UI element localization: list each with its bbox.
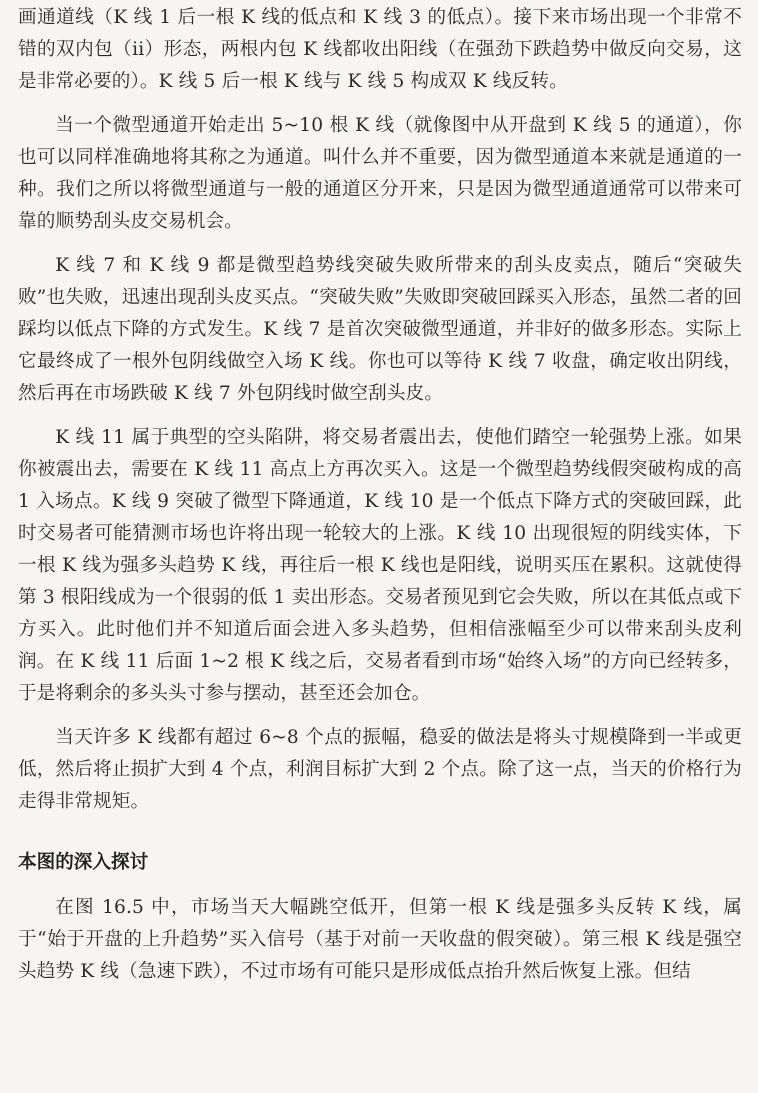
section-paragraph: 在图 16.5 中，市场当天大幅跳空低开，但第一根 K 线是强多头反转 K 线，属于“始于开盘的上升趋势”买入信号（基于对前一天收盘的假突破）。第三根 K 线是强空头趋势 K 线（急速下跌），不过市场有可能只是形成低点抬升然后恢复上涨。但结 xyxy=(18,897,742,982)
paragraph-bar-11: K 线 11 属于典型的空头陷阱，将交易者震出去，使他们踏空一轮强势上涨。如果你被震出去，需要在 K 线 11 高点上方再次买入。这是一个微型趋势线假突破构成的高 1 入场点。K 线 9 突破了微型下降通道，K 线 10 是一个低点下降方式的突破回踩，此时交易者可能猜测市场也许将出现一轮较大的上涨。K 线 10 出现很短的阴线实体，下一根 K 线为强多头趋势 K 线，再往后一根 K 线也是阳线，说明买压在累积。这就使得第 3 根阳线成为一个很弱的低 1 卖出形态。交易者预见到它会失败，所以在其低点或下方买入。此时他们并不知道后面会进入多头趋势，但相信涨幅至少可以带来刮头皮利润。在 K 线 11 后面 1~2 根 K 线之后，交易者看到市场“始终入场”的方向已经转多，于是将剩余的多头头寸参与摆动，甚至还会加仓。 xyxy=(18,427,742,704)
paragraph-bars-7-9: K 线 7 和 K 线 9 都是微型趋势线突破失败所带来的刮头皮卖点，随后“突破失败”也失败，迅速出现刮头皮买点。“突破失败”失败即突破回踩买入形态，虽然二者的回踩均以低点下降的方式发生。K 线 7 是首次突破微型通道，并非好的做多形态。实际上它最终成了一根外包阴线做空入场 K 线。你也可以等待 K 线 7 收盘，确定收出阴线，然后再在市场跌破 K 线 7 外包阴线时做空刮头皮。 xyxy=(18,255,742,404)
paragraph-micro-channel: 当一个微型通道开始走出 5~10 根 K 线（就像图中从开盘到 K 线 5 的通道），你也可以同样准确地将其称之为通道。叫什么并不重要，因为微型通道本来就是通道的一种。我们之所以将微型通道与一般的通道区分开来，只是因为微型通道通常可以带来可靠的顺势刮头皮交易机会。 xyxy=(18,115,742,232)
section-heading: 本图的深入探讨 xyxy=(18,852,149,873)
paragraph-continuation: 画通道线（K 线 1 后一根 K 线的低点和 K 线 3 的低点）。接下来市场出现一个非常不错的双内包（ii）形态，两根内包 K 线都收出阳线（在强劲下跌趋势中做反向交易，这是非常必要的）。K 线 5 后一根 K 线与 K 线 5 构成双 K 线反转。 xyxy=(18,7,742,92)
paragraph-position-size: 当天许多 K 线都有超过 6~8 个点的振幅，稳妥的做法是将头寸规模降到一半或更低，然后将止损扩大到 4 个点，利润目标扩大到 2 个点。除了这一点，当天的价格行为走得非常规矩。 xyxy=(18,727,742,812)
